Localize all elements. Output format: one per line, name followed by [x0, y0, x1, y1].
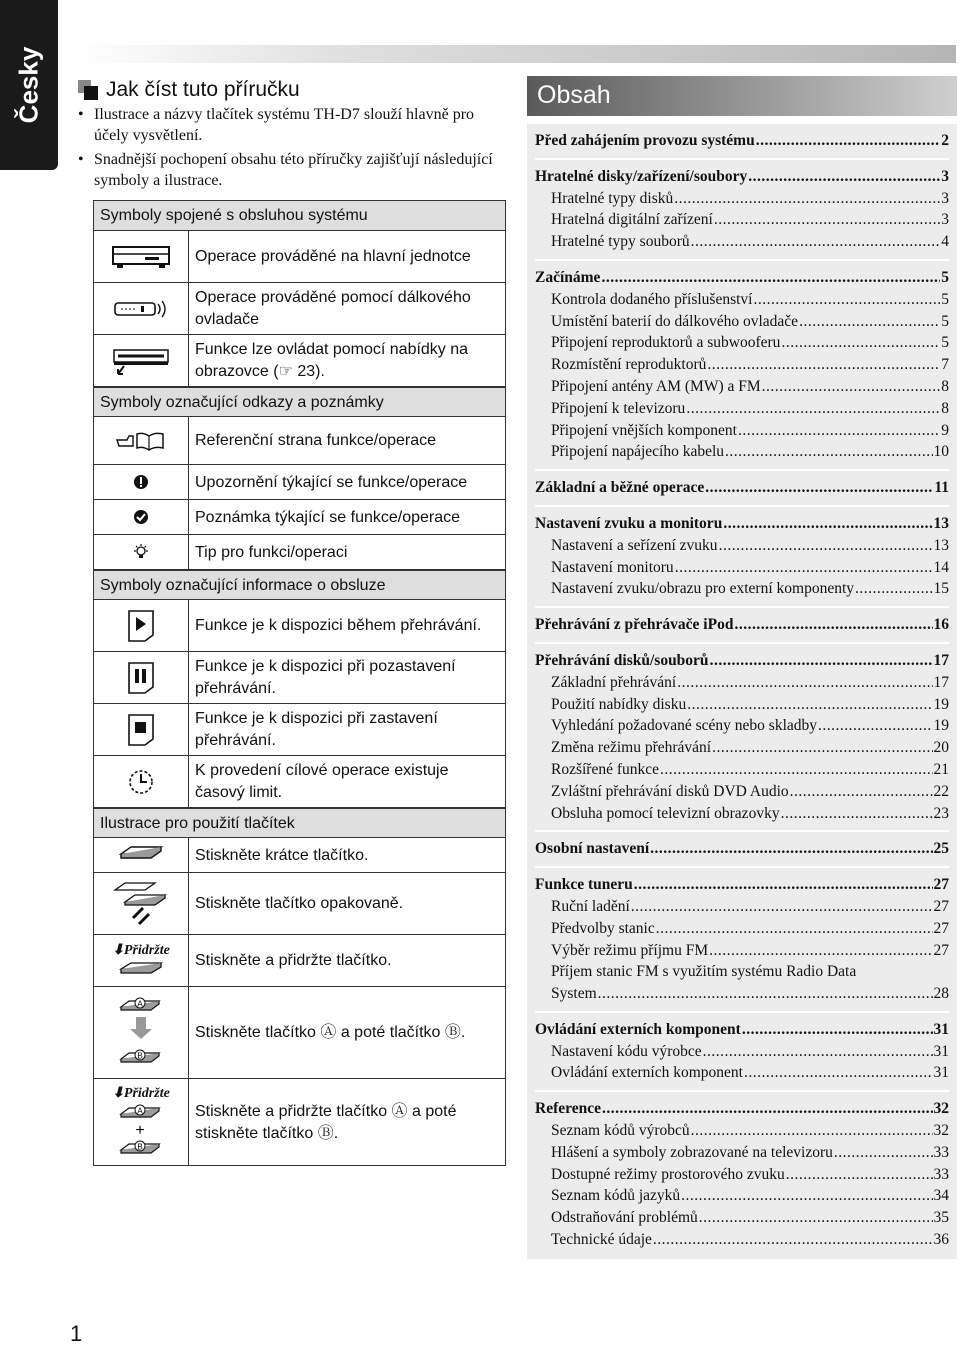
- toc-leader-dots: [744, 1062, 933, 1084]
- toc-entry-label: Příjem stanic FM s využitím systému Radio Data: [551, 963, 857, 981]
- toc-leader-dots: [725, 441, 932, 463]
- toc-entry-page: 3: [941, 211, 949, 229]
- toc-entry-label: Technické údaje: [551, 1231, 652, 1249]
- toc-leader-dots: [686, 398, 940, 420]
- toc-entry-page: 3: [941, 167, 949, 185]
- symbol-row: [94, 838, 505, 873]
- toc-section: [535, 477, 949, 507]
- toc-section: [535, 513, 949, 608]
- toc-leader-dots: [762, 376, 941, 398]
- symbol-text: Stiskněte a přidržte tlačítko.: [195, 952, 392, 969]
- toc-entry-label: Použití nabídky disku: [551, 695, 687, 713]
- toc-leader-dots: [756, 130, 941, 152]
- toc-leader-dots: [710, 650, 933, 672]
- toc-entry-page: 36: [933, 1231, 949, 1249]
- toc-leader-dots: [707, 354, 940, 376]
- symbol-text: Tip pro funkci/operaci: [195, 543, 348, 561]
- symbol-text: Stiskněte tlačítko opakovaně.: [195, 895, 404, 912]
- toc-entry-label: Hratelné disky/zařízení/soubory: [535, 167, 748, 185]
- toc-entry-page: 25: [933, 840, 949, 858]
- toc-entry-label: Kontrola dodaného příslušenství: [551, 290, 753, 308]
- toc-entry-page: 8: [941, 377, 949, 395]
- toc-entry-page: 10: [933, 443, 949, 461]
- toc-entry[interactable]: [535, 896, 949, 918]
- toc-leader-dots: [719, 535, 933, 557]
- toc-entry-label: Připojení antény AM (MW) a FM: [551, 377, 761, 395]
- toc-leader-dots: [653, 1229, 933, 1251]
- warning-icon: [94, 465, 189, 499]
- toc-entry[interactable]: [535, 289, 949, 311]
- hold-label: Přidržte: [123, 943, 170, 958]
- toc-entry-page: 27: [933, 919, 949, 937]
- toc-section: [535, 1098, 949, 1251]
- section-heading: [78, 78, 300, 102]
- toc-entry[interactable]: [535, 231, 949, 253]
- toc-section: [535, 166, 949, 261]
- toc-entry-page: 27: [933, 941, 949, 959]
- toc-entry-page: 5: [941, 334, 949, 352]
- toc-entry-label: Zvláštní přehrávání disků DVD Audio: [551, 782, 789, 800]
- toc-entry-label: Nastavení monitoru: [551, 558, 674, 576]
- toc-entry-page: 9: [941, 421, 949, 439]
- toc-entry-page: 31: [933, 1042, 949, 1060]
- symbol-row: [94, 600, 505, 652]
- toc-entry-page: 4: [941, 233, 949, 251]
- toc-leader-dots: [677, 672, 932, 694]
- toc-entry-page: 17: [933, 651, 949, 669]
- toc-entry-page: 32: [933, 1122, 949, 1140]
- toc-entry-page: 20: [933, 739, 949, 757]
- toc-entry[interactable]: [535, 332, 949, 354]
- toc-section: [535, 1019, 949, 1092]
- toc-leader-dots: [634, 874, 933, 896]
- table-of-contents: [527, 124, 957, 1259]
- toc-entry-label: Obsluha pomocí televizní obrazovky: [551, 804, 780, 822]
- symbol-row: [94, 231, 505, 283]
- toc-entry-page: 19: [933, 717, 949, 735]
- press-a-then-b-icon: [94, 987, 189, 1078]
- toc-chapter[interactable]: [535, 614, 949, 636]
- symbol-text: Funkce je k dispozici při pozastavení přehrávání.: [195, 658, 456, 697]
- toc-leader-dots: [748, 166, 940, 188]
- toc-chapter[interactable]: [535, 477, 949, 499]
- toc-entry-label: Nastavení zvuku/obrazu pro externí komponenty: [551, 580, 855, 598]
- plus-label: +: [135, 1121, 145, 1139]
- toc-entry-label: Začínáme: [535, 268, 601, 286]
- toc-chapter[interactable]: [535, 874, 949, 896]
- toc-entry[interactable]: [535, 1062, 949, 1084]
- toc-entry[interactable]: [535, 1142, 949, 1164]
- symbol-text: Operace prováděné na hlavní jednotce: [195, 248, 471, 265]
- toc-entry-page: 27: [933, 897, 949, 915]
- toc-entry-page: 34: [933, 1187, 949, 1205]
- toc-entry-page: 7: [941, 356, 949, 374]
- toc-entry-label: Připojení vnějších komponent: [551, 421, 737, 439]
- toc-entry-label: Nastavení kódu výrobce: [551, 1042, 702, 1060]
- toc-leader-dots: [781, 803, 933, 825]
- intro-list: [78, 104, 498, 194]
- button-b-label: B: [137, 1142, 143, 1151]
- pause-icon: [94, 652, 189, 703]
- toc-section: [535, 267, 949, 471]
- button-a-label: A: [137, 1106, 143, 1115]
- toc-entry[interactable]: [535, 1207, 949, 1229]
- group-header-operation: Symboly spojené s obsluhou systému: [94, 201, 505, 231]
- toc-leader-dots: [734, 614, 932, 636]
- toc-entry-page: 33: [933, 1165, 949, 1183]
- stop-icon: [94, 704, 189, 755]
- toc-section: [535, 130, 949, 160]
- toc-entry[interactable]: [535, 940, 949, 962]
- toc-entry-page: 22: [933, 782, 949, 800]
- heading-square-icon: [78, 80, 98, 100]
- symbol-text: Stiskněte krátce tlačítko.: [195, 846, 369, 864]
- symbol-row: [94, 500, 505, 535]
- toc-entry-label: Umístění baterií do dálkového ovladače: [551, 312, 799, 330]
- press-repeatedly-icon: [94, 873, 189, 934]
- button-b-label: B: [137, 1051, 143, 1060]
- intro-item: • Snadnější pochopení obsahu této příručky zajišťují následující symboly a ilustrace.: [78, 149, 498, 191]
- toc-leader-dots: [799, 311, 940, 333]
- toc-entry-label: Hratelné typy disků: [551, 189, 674, 207]
- symbol-row: [94, 283, 505, 335]
- page-number: 1: [70, 1321, 83, 1346]
- symbol-row: [94, 335, 505, 387]
- toc-entry[interactable]: [535, 535, 949, 557]
- toc-entry-label: Funkce tuneru: [535, 876, 633, 894]
- toc-leader-dots: [631, 896, 933, 918]
- toc-entry-label: Hratelná digitální zařízení: [551, 211, 713, 229]
- toc-leader-dots: [699, 1207, 933, 1229]
- toc-leader-dots: [855, 578, 932, 600]
- toc-leader-dots: [834, 1142, 933, 1164]
- toc-entry-label: Přehrávání disků/souborů: [535, 651, 709, 669]
- toc-entry-label: Připojení reproduktorů a subwooferu: [551, 334, 781, 352]
- toc-entry-page: 14: [933, 558, 949, 576]
- toc-entry-page: 33: [933, 1143, 949, 1161]
- toc-entry-page: 31: [933, 1020, 949, 1038]
- toc-leader-dots: [687, 694, 932, 716]
- toc-leader-dots: [675, 557, 933, 579]
- toc-entry[interactable]: [535, 918, 949, 940]
- symbol-row: [94, 417, 505, 465]
- toc-entry-label: Připojení napájecího kabelu: [551, 443, 725, 461]
- toc-entry[interactable]: [535, 398, 949, 420]
- press-hold-icon: [94, 935, 189, 986]
- symbol-row: [94, 756, 505, 808]
- toc-entry[interactable]: [535, 694, 949, 716]
- toc-entry-page: 21: [933, 760, 949, 778]
- toc-leader-dots: [753, 289, 940, 311]
- hold-arrow-icon: ⬇: [112, 1085, 124, 1101]
- toc-entry-page: 31: [933, 1064, 949, 1082]
- toc-header: [527, 76, 957, 116]
- toc-entry-page: 2: [941, 132, 949, 149]
- toc-entry-page: 28: [933, 985, 949, 1003]
- toc-chapter[interactable]: [535, 1019, 949, 1041]
- symbol-text: Operace prováděné pomocí dálkového ovladače: [195, 289, 471, 328]
- toc-chapter[interactable]: [535, 267, 949, 289]
- symbol-text: Funkce je k dispozici při zastavení přehrávání.: [195, 710, 438, 749]
- toc-leader-dots: [674, 188, 940, 210]
- toc-entry[interactable]: [535, 803, 949, 825]
- symbol-row: [94, 935, 505, 987]
- toc-entry-label: Hratelné typy souborů: [551, 233, 690, 251]
- language-label: Česky: [13, 46, 44, 124]
- toc-chapter[interactable]: [535, 838, 949, 860]
- toc-entry-label: Přehrávání z přehrávače iPod: [535, 616, 734, 634]
- toc-entry[interactable]: [535, 781, 949, 803]
- toc-leader-dots: [742, 1019, 933, 1041]
- toc-leader-dots: [601, 267, 940, 289]
- symbol-text: Stiskněte a přidržte tlačítko Ⓐ a poté stiskněte tlačítko Ⓑ.: [195, 1102, 457, 1142]
- toc-leader-dots: [681, 1185, 932, 1207]
- toc-section: [535, 650, 949, 832]
- toc-entry-label: Hlášení a symboly zobrazované na televizoru: [551, 1143, 833, 1161]
- toc-leader-dots: [738, 420, 940, 442]
- symbol-text: Referenční strana funkce/operace: [195, 432, 437, 449]
- toc-entry-label: Před zahájením provozu systému: [535, 132, 755, 149]
- toc-entry-label: Nastavení a seřízení zvuku: [551, 536, 718, 554]
- symbol-text: Funkce je k dispozici během přehrávání.: [195, 617, 482, 634]
- toc-title: Obsah: [537, 81, 611, 109]
- symbol-row: [94, 873, 505, 935]
- toc-entry-page: 23: [933, 804, 949, 822]
- toc-chapter[interactable]: [535, 650, 949, 672]
- toc-entry-label: Ruční ladění: [551, 897, 630, 915]
- hold-arrow-icon: ⬇: [112, 943, 124, 958]
- symbol-text: Funkce lze ovládat pomocí nabídky na obrazovce (☞ 23).: [195, 341, 469, 380]
- clock-icon: [94, 756, 189, 807]
- tip-icon: [94, 535, 189, 569]
- toc-entry[interactable]: [535, 354, 949, 376]
- toc-entry[interactable]: [535, 578, 949, 600]
- remote-control-icon: [94, 283, 189, 334]
- toc-entry-page: 16: [933, 616, 949, 634]
- toc-entry[interactable]: [535, 376, 949, 398]
- symbol-row: [94, 652, 505, 704]
- toc-entry[interactable]: [535, 961, 949, 1005]
- toc-entry[interactable]: [535, 737, 949, 759]
- toc-entry-page: 11: [934, 479, 949, 497]
- toc-entry-label: Ovládání externích komponent: [535, 1020, 741, 1038]
- toc-leader-dots: [781, 332, 940, 354]
- note-icon: [94, 500, 189, 534]
- toc-entry[interactable]: [535, 1229, 949, 1251]
- group-header-references: Symboly označující odkazy a poznámky: [94, 387, 505, 417]
- toc-entry-page: 5: [941, 312, 949, 330]
- toc-entry-label: Rozšířené funkce: [551, 760, 660, 778]
- symbol-row: [94, 535, 505, 570]
- toc-entry-page: 15: [933, 580, 949, 598]
- hold-a-press-b-icon: [94, 1079, 189, 1165]
- main-unit-icon: [94, 231, 189, 282]
- toc-entry[interactable]: [535, 188, 949, 210]
- toc-leader-dots: [712, 737, 932, 759]
- toc-section: [535, 838, 949, 868]
- language-tab: [0, 0, 58, 170]
- toc-chapter[interactable]: [535, 1098, 949, 1120]
- toc-entry-label: Odstraňování problémů: [551, 1209, 698, 1227]
- toc-leader-dots: [714, 209, 940, 231]
- toc-entry-label: Základní přehrávání: [551, 673, 677, 691]
- toc-entry[interactable]: [535, 209, 949, 231]
- symbol-text: Upozornění týkající se funkce/operace: [195, 473, 468, 491]
- toc-chapter[interactable]: [535, 130, 949, 152]
- toc-entry-label: System: [551, 985, 597, 1003]
- toc-entry[interactable]: [535, 441, 949, 463]
- toc-chapter[interactable]: [535, 166, 949, 188]
- toc-leader-dots: [703, 1041, 933, 1063]
- toc-entry-label: Osobní nastavení: [535, 840, 650, 858]
- toc-chapter[interactable]: [535, 513, 949, 535]
- toc-leader-dots: [786, 1164, 933, 1186]
- toc-leader-dots: [705, 477, 933, 499]
- toc-section: [535, 614, 949, 644]
- toc-leader-dots: [709, 940, 932, 962]
- play-icon: [94, 600, 189, 651]
- header-bar: [76, 45, 956, 63]
- toc-entry-page: 32: [933, 1100, 949, 1118]
- symbol-row: [94, 465, 505, 500]
- toc-section: [535, 874, 949, 1013]
- toc-entry-page: 5: [941, 268, 949, 286]
- toc-leader-dots: [818, 715, 932, 737]
- toc-leader-dots: [602, 1098, 933, 1120]
- symbol-row: [94, 1079, 505, 1165]
- toc-entry-label: Reference: [535, 1100, 601, 1118]
- toc-entry[interactable]: [535, 1164, 949, 1186]
- toc-entry-label: Seznam kódů výrobců: [551, 1122, 690, 1140]
- toc-entry-label: Rozmístění reproduktorů: [551, 356, 707, 374]
- group-header-availability: Symboly označující informace o obsluze: [94, 570, 505, 600]
- button-a-label: A: [137, 999, 143, 1008]
- toc-entry-page: 27: [933, 876, 949, 894]
- toc-leader-dots: [656, 918, 933, 940]
- toc-entry-page: 35: [933, 1209, 949, 1227]
- symbol-text: Poznámka týkající se funkce/operace: [195, 508, 461, 526]
- toc-entry[interactable]: [535, 420, 949, 442]
- toc-entry[interactable]: [535, 1185, 949, 1207]
- toc-entry-label: Seznam kódů jazyků: [551, 1187, 681, 1205]
- toc-entry[interactable]: [535, 759, 949, 781]
- symbol-table: [93, 200, 506, 1166]
- toc-entry-label: Základní a běžné operace: [535, 479, 705, 497]
- toc-leader-dots: [723, 513, 932, 535]
- symbol-row: [94, 704, 505, 756]
- toc-entry-label: Výběr režimu příjmu FM: [551, 941, 709, 959]
- section-title: Jak číst tuto příručku: [106, 78, 300, 101]
- toc-entry-page: 17: [933, 673, 949, 691]
- toc-leader-dots: [660, 759, 932, 781]
- toc-leader-dots: [650, 838, 932, 860]
- onscreen-menu-icon: [94, 335, 189, 386]
- toc-entry-page: 13: [933, 536, 949, 554]
- toc-entry-page: 19: [933, 695, 949, 713]
- toc-leader-dots: [691, 231, 941, 253]
- toc-entry-label: Změna režimu přehrávání: [551, 739, 712, 757]
- hold-label: Přidržte: [123, 1085, 170, 1101]
- toc-entry[interactable]: [535, 1041, 949, 1063]
- intro-item: • Ilustrace a názvy tlačítek systému TH-D7 slouží hlavně pro účely vysvětlení.: [78, 104, 498, 146]
- toc-entry-label: Ovládání externích komponent: [551, 1064, 743, 1082]
- toc-entry-label: Připojení k televizoru: [551, 399, 686, 417]
- toc-entry[interactable]: [535, 1120, 949, 1142]
- symbol-text: Stiskněte tlačítko Ⓐ a poté tlačítko Ⓑ.: [195, 1024, 466, 1041]
- press-briefly-icon: [94, 838, 189, 872]
- toc-entry-page: 5: [941, 290, 949, 308]
- toc-entry[interactable]: [535, 557, 949, 579]
- toc-entry-label: Vyhledání požadované scény nebo skladby: [551, 717, 818, 735]
- toc-entry[interactable]: [535, 715, 949, 737]
- toc-leader-dots: [598, 983, 933, 1005]
- toc-entry[interactable]: [535, 311, 949, 333]
- toc-entry-page: 13: [933, 514, 949, 532]
- toc-entry-page: 8: [941, 399, 949, 417]
- symbol-row: [94, 987, 505, 1079]
- reference-page-icon: [94, 417, 189, 464]
- toc-leader-dots: [790, 781, 933, 803]
- toc-entry-label: Dostupné režimy prostorového zvuku: [551, 1165, 785, 1183]
- toc-entry-page: 3: [941, 189, 949, 207]
- toc-entry-label: Nastavení zvuku a monitoru: [535, 514, 723, 532]
- group-header-buttons: Ilustrace pro použití tlačítek: [94, 808, 505, 838]
- toc-entry[interactable]: [535, 672, 949, 694]
- symbol-text: K provedení cílové operace existuje časový limit.: [195, 762, 449, 801]
- toc-entry-label: Předvolby stanic: [551, 919, 655, 937]
- toc-leader-dots: [691, 1120, 933, 1142]
